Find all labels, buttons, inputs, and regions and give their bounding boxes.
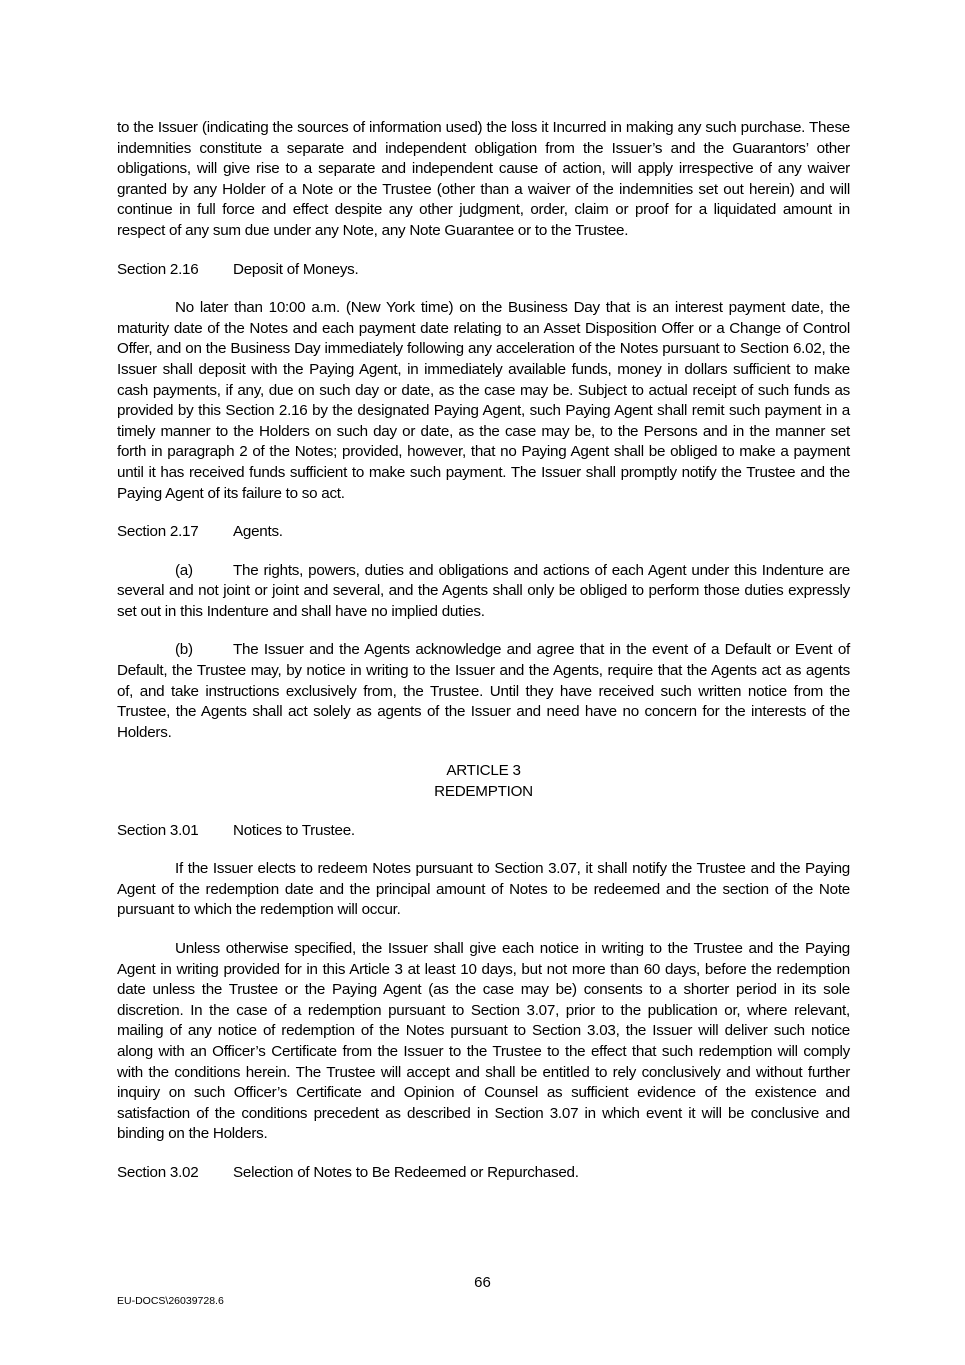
section-title: Selection of Notes to Be Redeemed or Repurchased. (233, 1163, 579, 1181)
clause-text: The Issuer and the Agents acknowledge and agree that in the event of a Default or Event of Default, the Trustee may, by notice in writing to the Issuer and the Agents, require that the Agents act as agents of, and take instructions exclusively from, the Trustee. Until they have received such written notice from the Trustee, the Agents shall act solely as agents of the Issuer and need have no concern for the interests of the Holders. (117, 641, 850, 741)
page-number: 66 (474, 1274, 491, 1291)
section-heading-2-17 (117, 522, 850, 543)
article-title: REDEMPTION (434, 783, 533, 801)
document-reference: EU-DOCS\26039728.6 (117, 1295, 224, 1307)
section-number: Section 2.17 (117, 523, 199, 541)
paragraph-notices-2: Unless otherwise specified, the Issuer shall give each notice in writing to the Trustee and the Paying Agent in writing provided for in this Article 3 at least 10 days, but not more than 60 days, before the redemption date unless the Trustee or the Paying Agent (as the case may be) consents to a shorter period in its sole discretion. In the case of a redemption pursuant to Section 3.07, prior to the publication or, where relevant, mailing of any notice of redemption of the Notes pursuant to Section 3.03, the Issuer will deliver such notice along with an Officer’s Certificate from the Issuer to the Trustee to the effect that such redemption will comply with the conditions herein. The Trustee will accept and shall be entitled to rely conclusively and without further inquiry on such Officer’s Certificate and Opinion of Counsel as sufficient evidence of the existence and satisfaction of the conditions precedent as described in Section 3.07 in which event it will be conclusive and binding on the Holders. (117, 940, 850, 1143)
section-title: Notices to Trustee. (233, 821, 355, 839)
clause-label: (a) (175, 561, 193, 579)
section-title: Deposit of Moneys. (233, 260, 359, 278)
section-title: Agents. (233, 523, 283, 541)
paragraph-agents-b (117, 640, 850, 743)
document-page (117, 118, 850, 1202)
section-number: Section 3.01 (117, 821, 199, 839)
section-heading-2-16 (117, 260, 850, 281)
paragraph-agents-a (117, 561, 850, 623)
article-heading (117, 761, 850, 802)
paragraph-deposit-of-moneys: No later than 10:00 a.m. (New York time) on the Business Day that is an interest payment date, the maturity date of the Notes and each payment date relating to an Asset Disposition Offer or a Change of Control Offer, and on the Business Day immediately following any acceleration of the Notes pursuant to Section 6.02, the Issuer shall deposit with the Paying Agent, in immediately available funds, money in dollars sufficient to make cash payments, if any, due on such day or date, as the case may be. Subject to actual receipt of such funds as provided by this Section 2.16 by the designated Paying Agent, such Paying Agent shall remit such payment in a timely manner to the Holders on such day or date, as the case may be, to the Persons and in the manner set forth in paragraph 2 of the Notes; provided, however, that no Paying Agent shall be obliged to make a payment until it has received funds sufficient to make such payment. The Issuer shall promptly notify the Trustee and the Paying Agent of its failure to so act. (117, 299, 850, 502)
clause-label: (b) (175, 641, 193, 659)
paragraph-notices-1: If the Issuer elects to redeem Notes pursuant to Section 3.07, it shall notify the Trustee and the Paying Agent of the redemption date and the principal amount of Notes to be redeemed and the section of the Note pursuant to which the redemption will occur. (117, 860, 850, 919)
section-heading-3-01 (117, 821, 850, 842)
article-number: ARTICLE 3 (446, 762, 521, 780)
section-heading-3-02 (117, 1163, 850, 1184)
section-number: Section 3.02 (117, 1163, 199, 1181)
paragraph-indemnity-continuation: to the Issuer (indicating the sources of information used) the loss it Incurred in making any such purchase. These indemnities constitute a separate and independent obligation from the Issuer’s and the Guarantors’ other obligations, will give rise to a separate and independent cause of action, will apply irrespective of any waiver granted by any Holder of a Note or the Trustee (other than a waiver of the indemnities set out herein) and will continue in full force and effect despite any other judgment, order, claim or proof for a liquidated amount in respect of any sum due under any Note, any Note Guarantee or to the Trustee. (117, 119, 850, 239)
section-number: Section 2.16 (117, 260, 199, 278)
clause-text: The rights, powers, duties and obligations and actions of each Agent under this Indenture are several and not joint or joint and several, and the Agents shall only be obliged to perform those duties expressly set out in this Indenture and shall have no implied duties. (117, 561, 850, 620)
